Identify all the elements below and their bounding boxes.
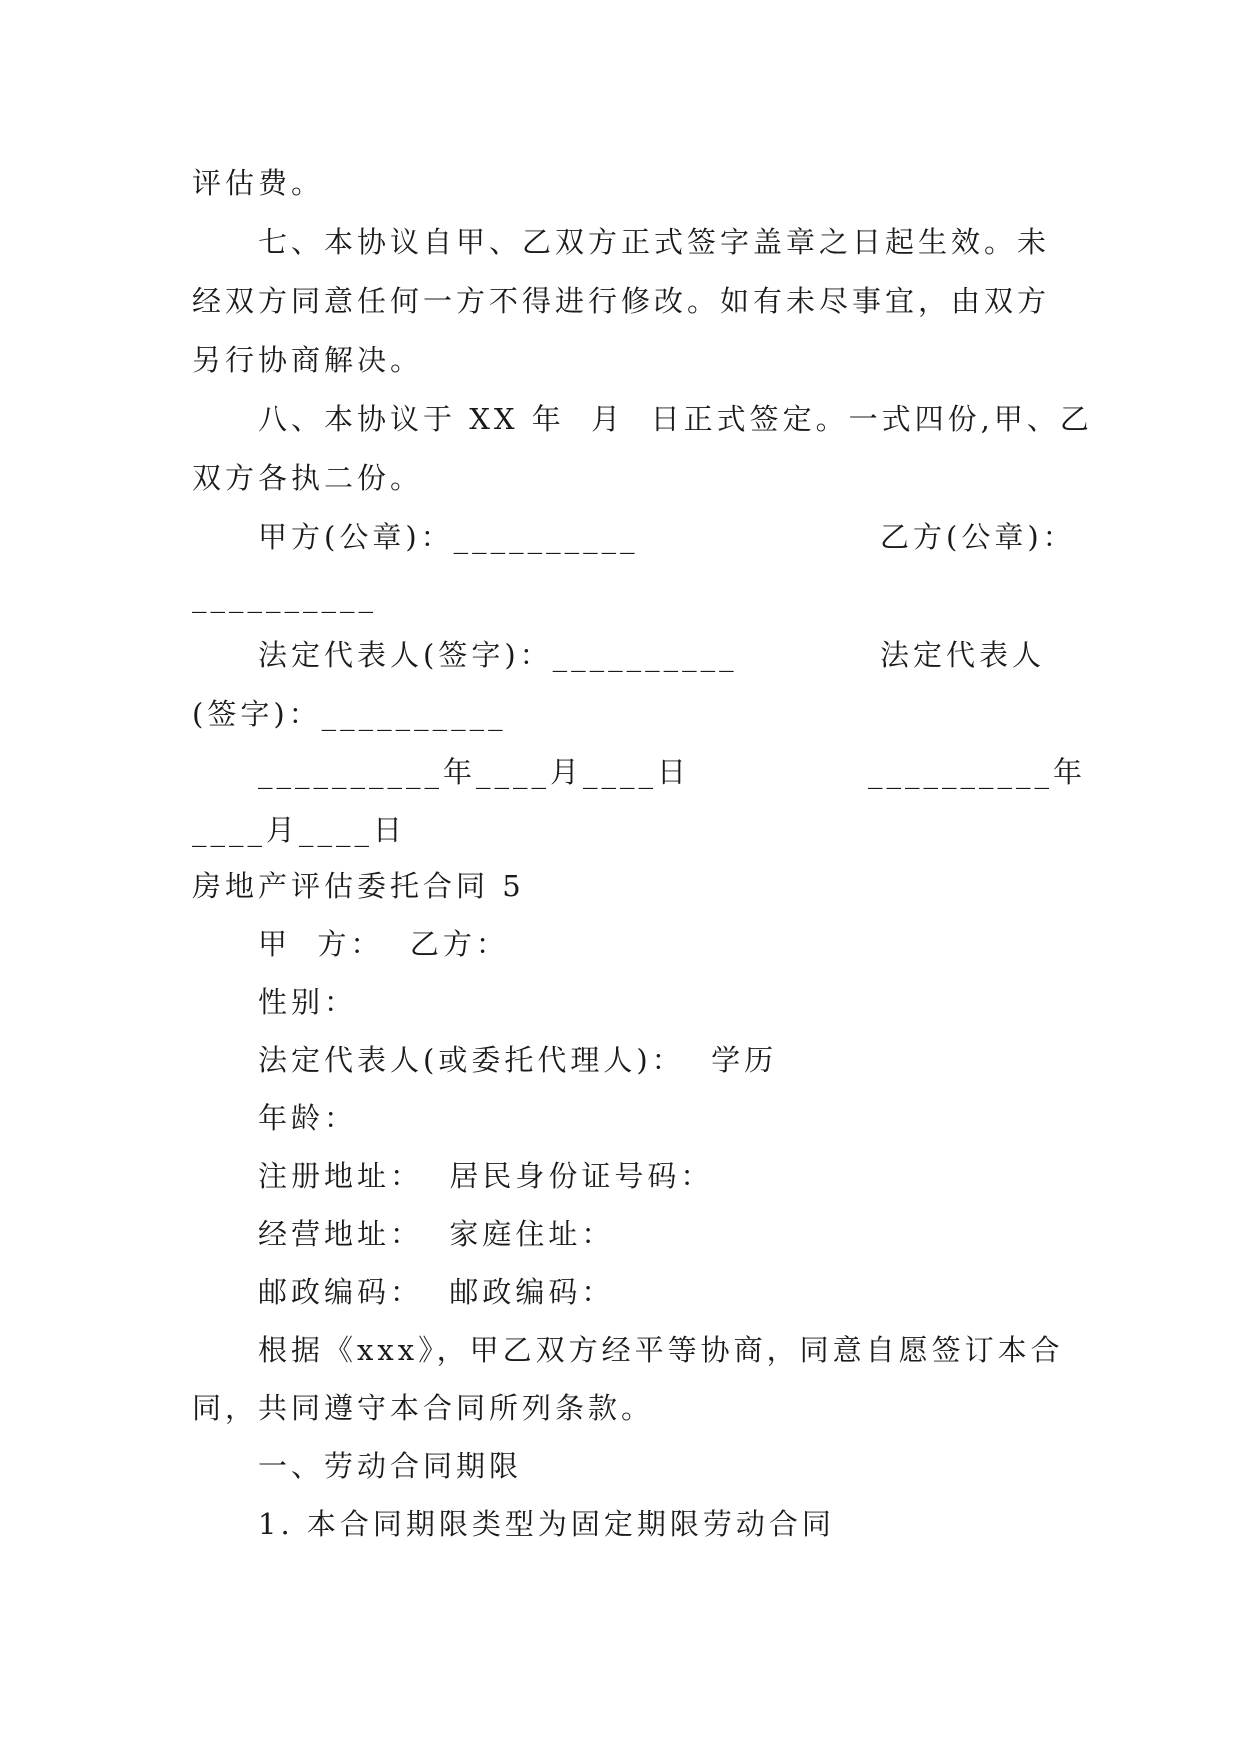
legal-representative-line: 法定代表人(或委托代理人)： 学历	[258, 1043, 778, 1077]
party-b-date-month-day: ____月____日	[192, 813, 407, 847]
business-address-line: 经营地址： 家庭住址：	[258, 1217, 615, 1251]
age-line: 年龄：	[258, 1101, 358, 1135]
party-b-seal-blank: __________	[192, 579, 377, 613]
clause-7-line-3: 另行协商解决。	[192, 343, 424, 377]
registered-address-line: 注册地址： 居民身份证号码：	[258, 1159, 714, 1193]
party-a-seal-line: 甲方(公章)：__________	[258, 520, 639, 554]
gender-line: 性别：	[258, 985, 358, 1019]
postal-code-line: 邮政编码： 邮政编码：	[258, 1275, 615, 1309]
preamble-line-2: 同，共同遵守本合同所列条款。	[192, 1391, 655, 1425]
text-line: 评估费。	[192, 166, 325, 200]
party-b-date-year: __________年	[868, 755, 1087, 789]
section-1-heading: 一、劳动合同期限	[258, 1449, 523, 1483]
clause-7-line-2: 经双方同意任何一方不得进行修改。如有未尽事宜，由双方	[192, 284, 1051, 318]
clause-8-line-2: 双方各执二份。	[192, 461, 424, 495]
party-b-representative-blank: (签字)：__________	[192, 697, 507, 731]
clause-7-line-1: 七、本协议自甲、乙双方正式签字盖章之日起生效。未	[258, 225, 1051, 259]
party-a-representative-line: 法定代表人(签字)：__________	[258, 638, 738, 672]
contract-title: 房地产评估委托合同 5	[192, 869, 525, 903]
section-1-item-1: 1. 本合同期限类型为固定期限劳动合同	[258, 1507, 835, 1541]
party-b-seal-label: 乙方(公章)：	[880, 520, 1076, 554]
preamble-line-1: 根据《xxx》，甲乙双方经平等协商，同意自愿签订本合	[258, 1333, 1064, 1367]
clause-8-line-1: 八、本协议于 XX 年 月 日正式签定。一式四份,甲、乙	[258, 402, 1093, 436]
party-a-date-line: __________年____月____日	[258, 755, 691, 789]
parties-line: 甲 方： 乙方：	[258, 927, 509, 961]
party-b-representative-label: 法定代表人	[880, 638, 1046, 672]
